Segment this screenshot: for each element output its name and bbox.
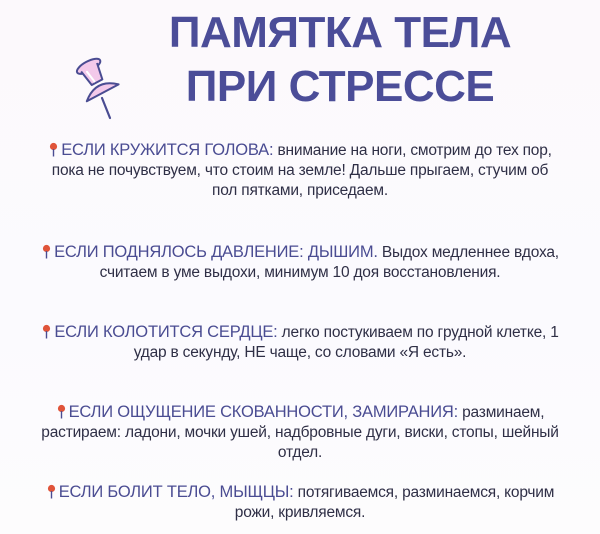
tip-pressure: [40, 242, 560, 283]
map-pin-icon: [46, 484, 57, 499]
tip-heading: ЕСЛИ ПОДНЯЛОСЬ ДАВЛЕНИЕ: ДЫШИМ.: [54, 243, 378, 261]
tip-text: легко постукиваем по грудной клетке, 1 удар в секунду, НЕ чаще, со словами «Я есть».: [133, 324, 559, 361]
tip-body-pain: [40, 482, 560, 523]
map-pin-icon: [41, 244, 52, 259]
tip-stiffness: [40, 402, 560, 463]
page-title: [120, 6, 560, 114]
tip-dizziness: [40, 140, 560, 201]
tip-heading: ЕСЛИ КОЛОТИТСЯ СЕРДЦЕ:: [54, 323, 278, 341]
tip-text: внимание на ноги, смотрим до тех пор, пока не почувствуем, что стоим на земле! Дальше прыгаем, стучим об пол пятками, приседаем.: [51, 142, 552, 199]
map-pin-icon: [56, 404, 67, 419]
tip-text: потягиваемся, разминаемся, корчим рожи, кривляемся.: [234, 484, 555, 521]
title-line-1: ПАМЯТКА ТЕЛА: [168, 8, 512, 57]
tip-text: разминаем, растираем: ладони, мочки ушей, надбровные дуги, виски, стопы, шейный отдел.: [41, 404, 559, 461]
tip-heading: ЕСЛИ БОЛИТ ТЕЛО, МЫЩЦЫ:: [58, 483, 294, 501]
tip-text: Выдох медленнее вдоха, считаем в уме выдохи, минимум 10 доя восстановления.: [99, 244, 559, 281]
title-line-2: ПРИ СТРЕССЕ: [185, 62, 495, 111]
map-pin-icon: [41, 324, 52, 339]
tip-heartbeat: [40, 322, 560, 363]
tip-heading: ЕСЛИ ОЩУЩЕНИЕ СКОВАННОСТИ, ЗАМИРАНИЯ:: [68, 403, 459, 421]
map-pin-icon: [48, 142, 59, 157]
tip-heading: ЕСЛИ КРУЖИТСЯ ГОЛОВА:: [61, 141, 274, 159]
